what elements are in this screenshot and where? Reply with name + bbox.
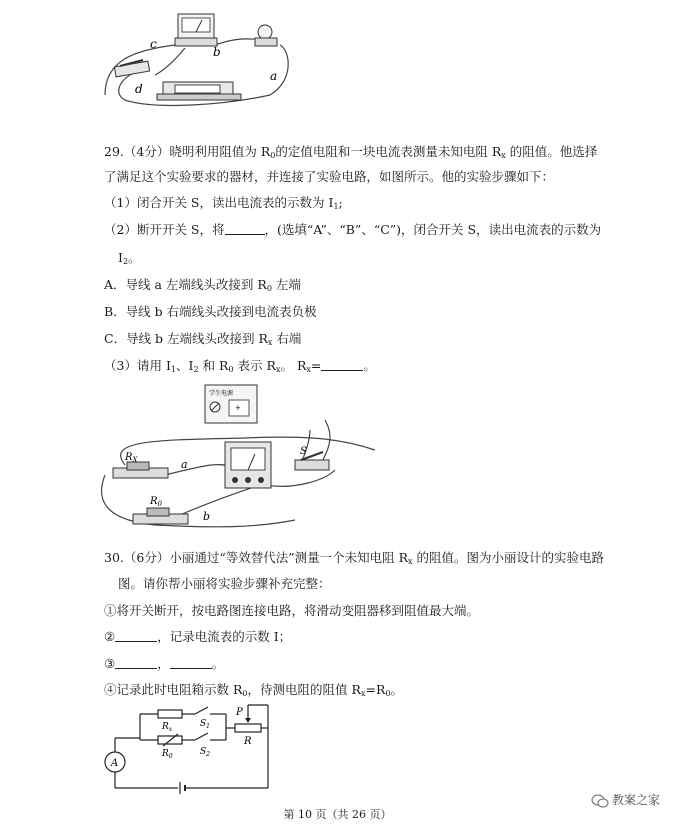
q29-step1: （1）闭合开关 S，读出电流表的示数为 $I_1$; xyxy=(104,195,343,211)
fig30-label-r: R xyxy=(244,736,252,747)
q29-option-a: A．导线 a 左端线头改接到 $R_0$ 左端 xyxy=(104,277,301,293)
q29-line2: 了满足这个实验要求的器材，并连接了实验电路，如图所示。他的实验步骤如下： xyxy=(104,169,555,184)
fig29-label-r0: $R_0$ xyxy=(150,496,162,508)
q30-header: 30.（6分）小丽通过“等效替代法”测量一个未知电阻 $R_x$ 的阻值。图为小丽设计的实验电路 xyxy=(104,550,605,566)
fig30-rheostat xyxy=(235,724,261,732)
q29-header: 29.（4分）晓明利用阻值为 $R_0$的定值电阻和一块电流表测量未知电阻 $R_x$ 的阻值。他选择 xyxy=(104,144,598,160)
fig30-label-s2: $S_2$ xyxy=(200,747,210,758)
q29-option-c: C．导线 b 左端线头改接到 $R_x$ 右端 xyxy=(104,331,302,347)
q29-option-b: B．导线 b 右端线头改接到电流表负极 xyxy=(104,304,317,319)
fig29-switch xyxy=(295,460,329,470)
fig30-ammeter-label: A xyxy=(111,758,119,769)
fig29-power-label: 学生电源 xyxy=(209,390,234,397)
q29-step2: （2）断开开关 S，将 ，(选填“A”、“B”、“C”)，闭合开关 S，读出电流表的示数为 xyxy=(104,222,602,237)
page-footer: 第 10 页（共 26 页） xyxy=(283,808,392,821)
fig30-switch-s1 xyxy=(195,707,208,714)
q30-step1: ①将开关断开，按电路图连接电路，将滑动变阻器移到阻值最大端。 xyxy=(104,603,480,618)
label-a: a xyxy=(270,69,278,83)
q29-blank-2[interactable] xyxy=(321,358,363,371)
fig29-label-s: S xyxy=(300,446,307,457)
fig29-wire xyxy=(320,420,330,465)
fig29-wire xyxy=(180,485,260,515)
fig29-label-rx: $R_X$ xyxy=(125,452,138,464)
fig30-switch-s2 xyxy=(195,733,208,740)
fig30-label-rx: $R_x$ xyxy=(162,722,173,733)
q29-circuit-figure xyxy=(95,380,385,530)
q30-blank-3[interactable] xyxy=(170,656,212,669)
q30-line2: 图。请你帮小丽将实验步骤补充完整： xyxy=(118,576,331,591)
fig29-label-a: a xyxy=(181,458,188,471)
label-c: c xyxy=(150,37,157,51)
top-circuit-figure xyxy=(95,0,295,110)
q30-circuit-diagram xyxy=(100,700,285,795)
q29-blank-1[interactable] xyxy=(225,222,265,235)
fig30-label-s1: $S_1$ xyxy=(200,719,210,730)
q29-step2-cont: $I_2$。 xyxy=(118,250,141,266)
label-d: d xyxy=(135,82,143,96)
fig30-label-r0: $R_0$ xyxy=(162,749,173,760)
top-bulb xyxy=(258,25,272,39)
q30-step2: ② ，记录电流表的示数 I； xyxy=(104,629,292,644)
q30-blank-1[interactable] xyxy=(115,629,157,642)
svg-text:+: + xyxy=(235,404,241,412)
fig30-label-p: P xyxy=(236,707,243,718)
label-b: b xyxy=(213,45,221,59)
q30-blank-2[interactable] xyxy=(115,656,157,669)
watermark: 教案之家 xyxy=(592,791,660,808)
q29-step3: （3）请用 $I_1$、$I_2$ 和 $R_0$ 表示 $R_x$。 $R_x=$ 。 xyxy=(104,358,376,374)
fig29-label-b: b xyxy=(203,510,211,523)
top-wire xyxy=(155,48,185,75)
fig30-rx-resistor xyxy=(158,710,182,718)
q30-step3: ③ ， 。 xyxy=(104,656,225,671)
fig29-wire xyxy=(265,470,335,486)
q30-step4: ④记录此时电阻箱示数 $R_0$，待测电阻的阻值 $R_x=R_0$。 xyxy=(104,682,403,698)
